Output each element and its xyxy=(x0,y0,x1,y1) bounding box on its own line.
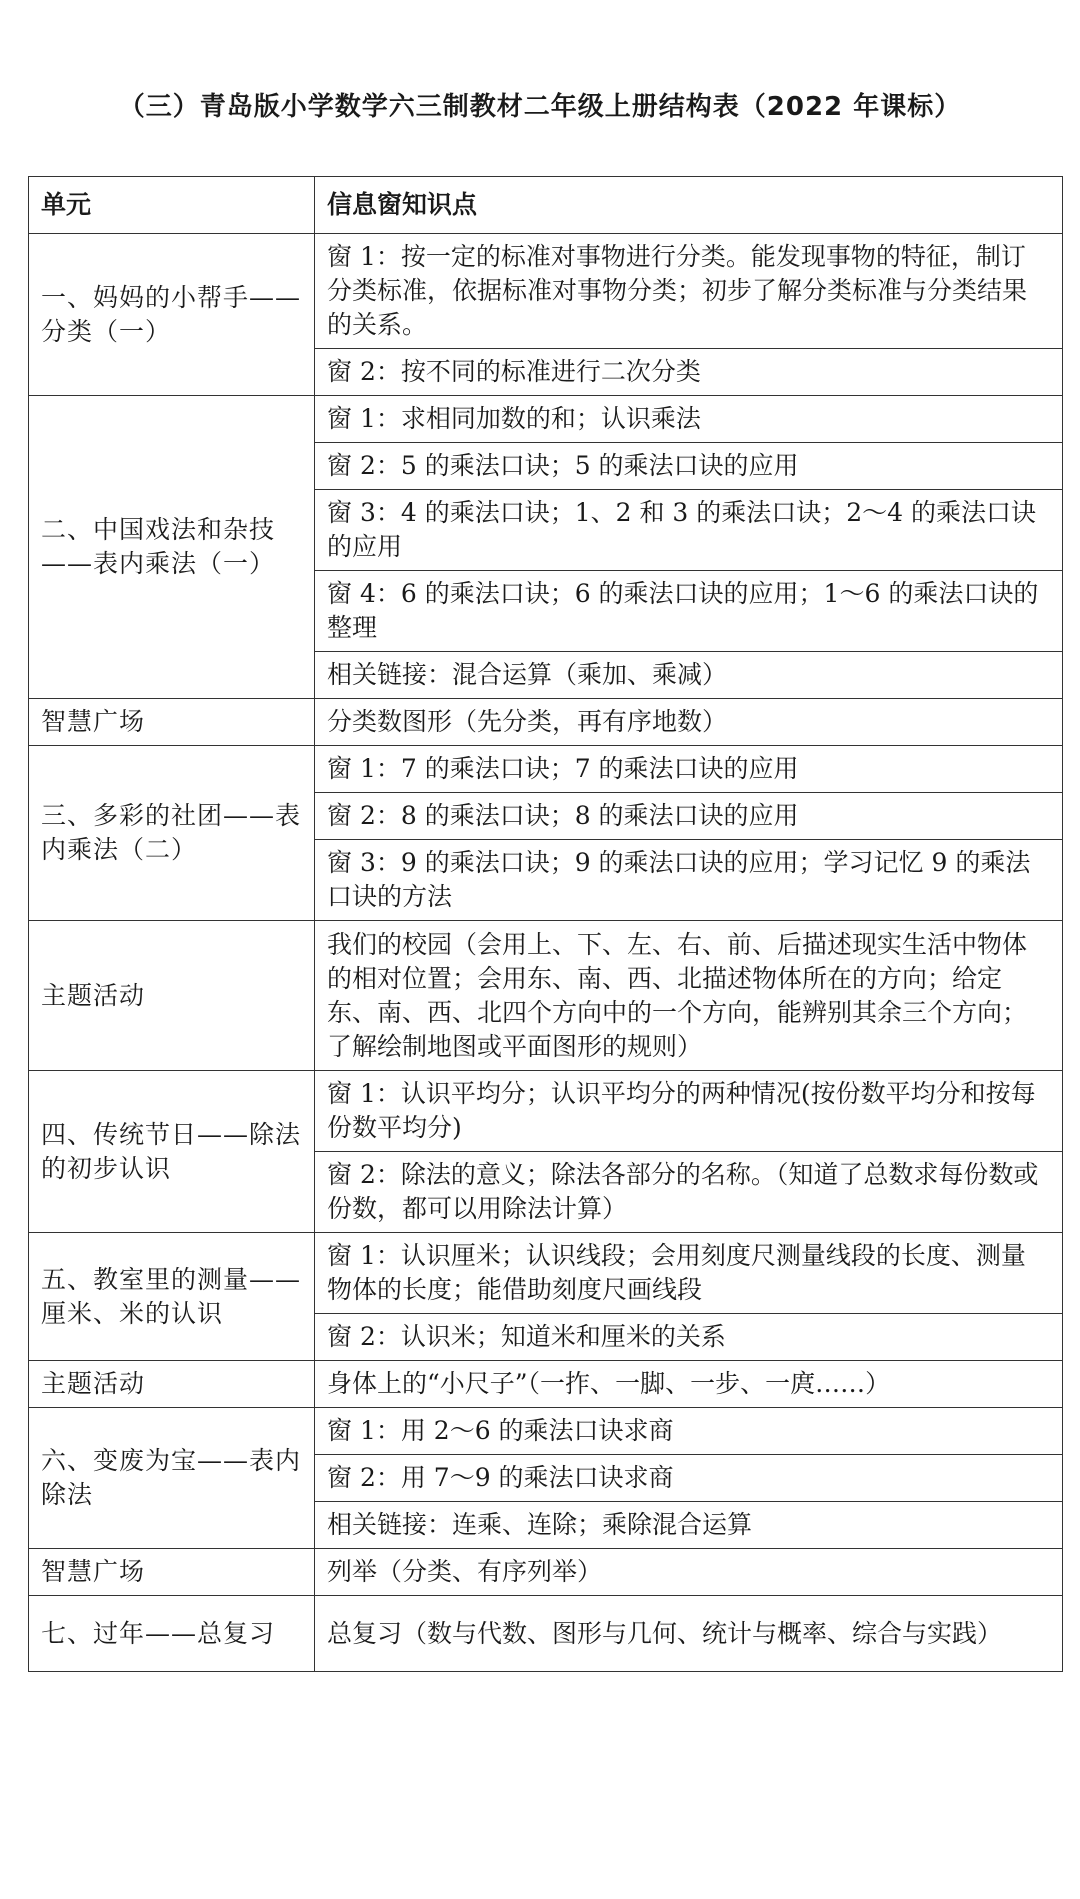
knowledge-point-cell: 窗 1：求相同加数的和；认识乘法 xyxy=(315,396,1063,443)
knowledge-point-cell: 窗 2：除法的意义；除法各部分的名称。（知道了总数求每份数或份数，都可以用除法计算） xyxy=(315,1152,1063,1233)
knowledge-point-cell: 窗 1：用 2～6 的乘法口诀求商 xyxy=(315,1408,1063,1455)
column-header-unit: 单元 xyxy=(29,177,315,234)
table-row xyxy=(29,1408,1063,1455)
unit-cell: 三、多彩的社团——表内乘法（二） xyxy=(29,746,315,921)
knowledge-point-cell: 窗 1：认识平均分；认识平均分的两种情况(按份数平均分和按每份数平均分) xyxy=(315,1071,1063,1152)
knowledge-point-cell: 窗 2：用 7～9 的乘法口诀求商 xyxy=(315,1455,1063,1502)
knowledge-point-cell: 窗 1：7 的乘法口诀；7 的乘法口诀的应用 xyxy=(315,746,1063,793)
knowledge-point-cell: 分类数图形（先分类，再有序地数） xyxy=(315,699,1063,746)
table-row xyxy=(29,1361,1063,1408)
table-header-row xyxy=(29,177,1063,234)
knowledge-point-cell: 窗 3：4 的乘法口诀；1、2 和 3 的乘法口诀；2～4 的乘法口诀的应用 xyxy=(315,490,1063,571)
table-row xyxy=(29,921,1063,1071)
unit-cell: 一、妈妈的小帮手——分类（一） xyxy=(29,234,315,396)
table-row xyxy=(29,396,1063,443)
knowledge-point-cell: 窗 2：8 的乘法口诀；8 的乘法口诀的应用 xyxy=(315,793,1063,840)
knowledge-point-cell: 窗 2：认识米；知道米和厘米的关系 xyxy=(315,1314,1063,1361)
knowledge-point-cell: 窗 2：按不同的标准进行二次分类 xyxy=(315,349,1063,396)
unit-cell: 六、变废为宝——表内除法 xyxy=(29,1408,315,1549)
knowledge-point-cell: 窗 1：认识厘米；认识线段；会用刻度尺测量线段的长度、测量物体的长度；能借助刻度尺画线段 xyxy=(315,1233,1063,1314)
knowledge-point-cell: 身体上的“小尺子”（一拃、一脚、一步、一庹……） xyxy=(315,1361,1063,1408)
table-row xyxy=(29,1549,1063,1596)
unit-cell: 主题活动 xyxy=(29,921,315,1071)
table-row xyxy=(29,1071,1063,1152)
table-row xyxy=(29,234,1063,349)
knowledge-point-cell: 窗 1：按一定的标准对事物进行分类。能发现事物的特征，制订分类标准，依据标准对事物分类；初步了解分类标准与分类结果的关系。 xyxy=(315,234,1063,349)
structure-table xyxy=(28,176,1063,1672)
unit-cell: 四、传统节日——除法的初步认识 xyxy=(29,1071,315,1233)
table-row xyxy=(29,1233,1063,1314)
knowledge-point-cell: 相关链接：混合运算（乘加、乘减） xyxy=(315,652,1063,699)
unit-cell: 五、教室里的测量——厘米、米的认识 xyxy=(29,1233,315,1361)
unit-cell: 智慧广场 xyxy=(29,699,315,746)
knowledge-point-cell: 总复习（数与代数、图形与几何、统计与概率、综合与实践） xyxy=(315,1596,1063,1672)
column-header-points: 信息窗知识点 xyxy=(315,177,1063,234)
knowledge-point-cell: 我们的校园（会用上、下、左、右、前、后描述现实生活中物体的相对位置；会用东、南、西、北描述物体所在的方向；给定东、南、西、北四个方向中的一个方向，能辨别其余三个方向；了解绘制地图或平面图形的规则） xyxy=(315,921,1063,1071)
unit-cell: 主题活动 xyxy=(29,1361,315,1408)
unit-cell: 二、中国戏法和杂技——表内乘法（一） xyxy=(29,396,315,699)
knowledge-point-cell: 相关链接：连乘、连除；乘除混合运算 xyxy=(315,1502,1063,1549)
unit-cell: 七、过年——总复习 xyxy=(29,1596,315,1672)
page-title: （三）青岛版小学数学六三制教材二年级上册结构表（2022 年课标） xyxy=(118,92,962,122)
table-row xyxy=(29,746,1063,793)
table-row xyxy=(29,699,1063,746)
knowledge-point-cell: 窗 2：5 的乘法口诀；5 的乘法口诀的应用 xyxy=(315,443,1063,490)
unit-cell: 智慧广场 xyxy=(29,1549,315,1596)
table-row xyxy=(29,1596,1063,1672)
knowledge-point-cell: 窗 3：9 的乘法口诀；9 的乘法口诀的应用；学习记忆 9 的乘法口诀的方法 xyxy=(315,840,1063,921)
knowledge-point-cell: 窗 4：6 的乘法口诀；6 的乘法口诀的应用；1～6 的乘法口诀的整理 xyxy=(315,571,1063,652)
knowledge-point-cell: 列举（分类、有序列举） xyxy=(315,1549,1063,1596)
